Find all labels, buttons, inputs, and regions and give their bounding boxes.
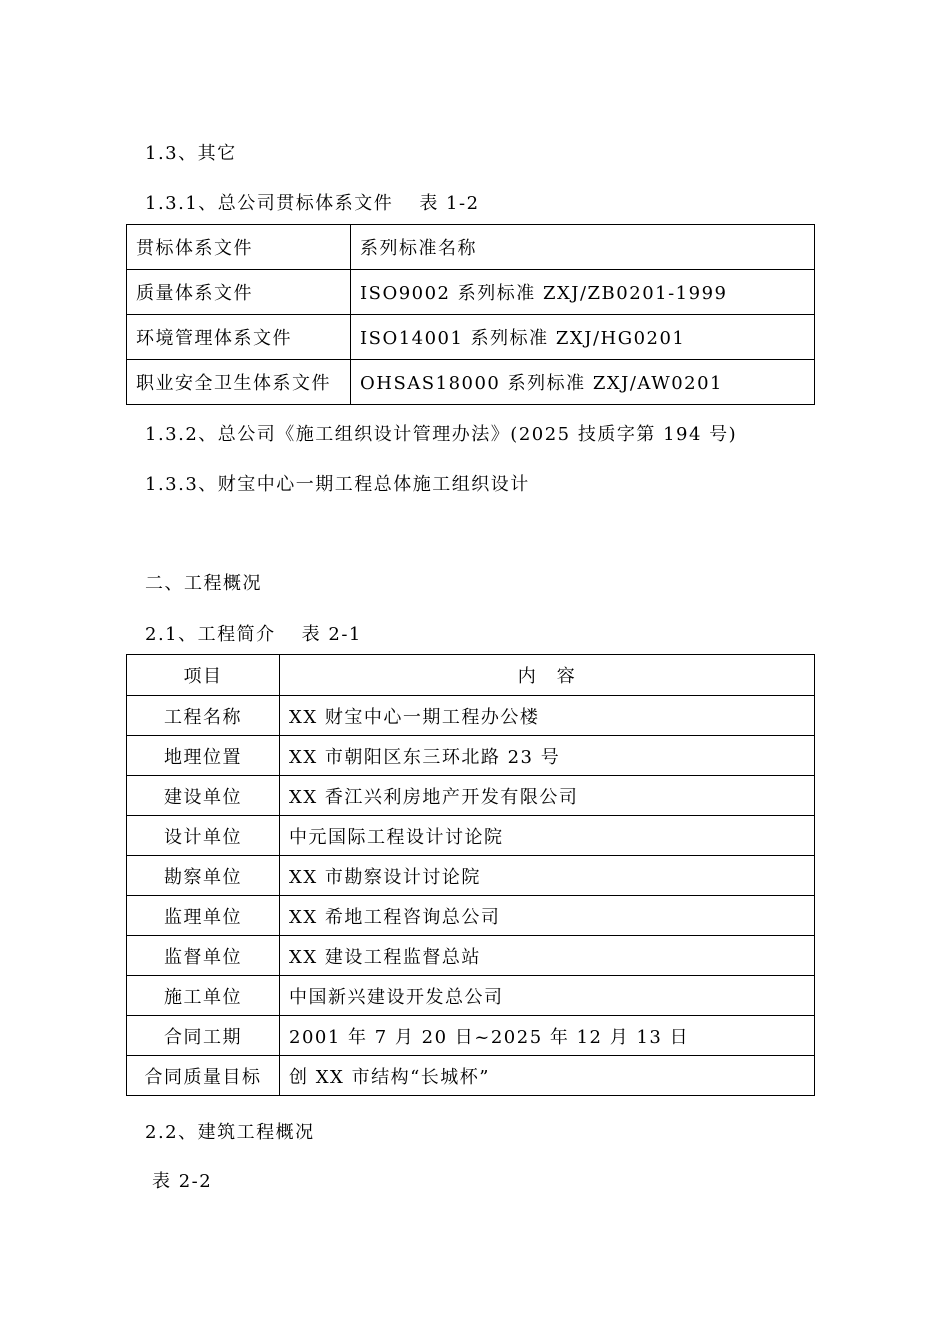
table-row bbox=[127, 776, 815, 816]
table-cell: 质量体系文件 bbox=[127, 270, 351, 315]
heading-1-3-1 bbox=[145, 189, 480, 215]
table-cell: XX 市朝阳区东三环北路 23 号 bbox=[280, 736, 815, 776]
table-cell: 职业安全卫生体系文件 bbox=[127, 360, 351, 405]
table-cell: 贯标体系文件 bbox=[127, 225, 351, 270]
table-cell: 设计单位 bbox=[127, 816, 280, 856]
table-cell: 地理位置 bbox=[127, 736, 280, 776]
table-header-cell: 内 容 bbox=[280, 655, 815, 696]
table-header-row bbox=[127, 655, 815, 696]
heading-2-1-text: 2.1、工程简介 bbox=[145, 624, 276, 645]
table-row bbox=[127, 856, 815, 896]
table-cell: 施工单位 bbox=[127, 976, 280, 1016]
table-1-2 bbox=[126, 224, 815, 405]
heading-1-3-1-text: 1.3.1、总公司贯标体系文件 bbox=[145, 193, 394, 214]
table-cell: XX 香江兴利房地产开发有限公司 bbox=[280, 776, 815, 816]
table-cell: XX 财宝中心一期工程办公楼 bbox=[280, 696, 815, 736]
table-cell: 2001 年 7 月 20 日~2025 年 12 月 13 日 bbox=[280, 1016, 815, 1056]
table-cell: 监理单位 bbox=[127, 896, 280, 936]
table-1-2-label: 表 1-2 bbox=[419, 193, 480, 214]
table-row bbox=[127, 1016, 815, 1056]
table-cell: 中元国际工程设计讨论院 bbox=[280, 816, 815, 856]
table-cell: 创 XX 市结构“长城杯” bbox=[280, 1056, 815, 1096]
table-row bbox=[127, 696, 815, 736]
table-cell: XX 建设工程监督总站 bbox=[280, 936, 815, 976]
table-row bbox=[127, 736, 815, 776]
table-header-cell: 项目 bbox=[127, 655, 280, 696]
heading-2-2: 2.2、建筑工程概况 bbox=[145, 1122, 315, 1143]
table-row bbox=[127, 225, 815, 270]
heading-2: 二、工程概况 bbox=[145, 573, 262, 594]
heading-1-3: 1.3、其它 bbox=[145, 143, 237, 164]
table-cell: OHSAS18000 系列标准 ZXJ/AW0201 bbox=[351, 360, 815, 405]
table-2-1-label: 表 2-1 bbox=[301, 624, 362, 645]
table-cell: 工程名称 bbox=[127, 696, 280, 736]
table-2-2-label: 表 2-2 bbox=[152, 1171, 213, 1192]
table-cell: 合同工期 bbox=[127, 1016, 280, 1056]
table-cell: ISO14001 系列标准 ZXJ/HG0201 bbox=[351, 315, 815, 360]
table-row bbox=[127, 936, 815, 976]
table-cell: 系列标准名称 bbox=[351, 225, 815, 270]
table-cell: 勘察单位 bbox=[127, 856, 280, 896]
table-row bbox=[127, 816, 815, 856]
table-cell: 建设单位 bbox=[127, 776, 280, 816]
table-cell: XX 希地工程咨询总公司 bbox=[280, 896, 815, 936]
table-cell: 中国新兴建设开发总公司 bbox=[280, 976, 815, 1016]
table-row bbox=[127, 360, 815, 405]
heading-1-3-2: 1.3.2、总公司《施工组织设计管理办法》(2025 技质字第 194 号) bbox=[145, 424, 738, 445]
table-row bbox=[127, 976, 815, 1016]
heading-2-1 bbox=[145, 620, 362, 646]
table-2-1 bbox=[126, 654, 815, 1096]
table-cell: 合同质量目标 bbox=[127, 1056, 280, 1096]
table-cell: 监督单位 bbox=[127, 936, 280, 976]
table-cell: ISO9002 系列标准 ZXJ/ZB0201-1999 bbox=[351, 270, 815, 315]
table-cell: XX 市勘察设计讨论院 bbox=[280, 856, 815, 896]
table-row bbox=[127, 1056, 815, 1096]
heading-1-3-3: 1.3.3、财宝中心一期工程总体施工组织设计 bbox=[145, 474, 530, 495]
table-row bbox=[127, 270, 815, 315]
table-row bbox=[127, 896, 815, 936]
table-row bbox=[127, 315, 815, 360]
table-cell: 环境管理体系文件 bbox=[127, 315, 351, 360]
